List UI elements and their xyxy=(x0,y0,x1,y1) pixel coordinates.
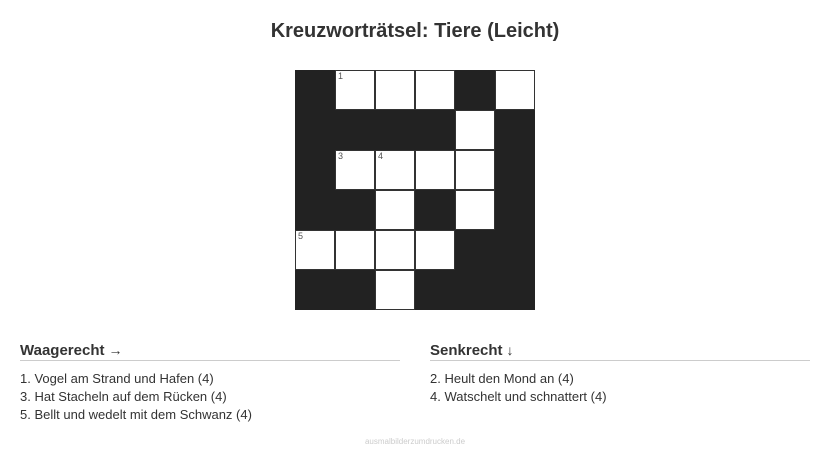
answer-cell[interactable] xyxy=(455,150,495,190)
block-cell xyxy=(295,150,335,190)
clue-down-2: 2. Heult den Mond an (4) xyxy=(430,371,574,386)
block-cell xyxy=(295,190,335,230)
block-cell xyxy=(335,270,375,310)
puzzle-title: Kreuzworträtsel: Tiere (Leicht) xyxy=(270,20,560,42)
down-heading-label: Senkrecht xyxy=(430,342,503,359)
answer-cell[interactable] xyxy=(335,230,375,270)
block-cell xyxy=(415,190,455,230)
clue-number: 5 xyxy=(298,231,304,241)
answer-cell[interactable] xyxy=(295,230,335,270)
answer-cell[interactable] xyxy=(495,70,535,110)
footer-credit: ausmalbilderzumdrucken.de xyxy=(364,437,466,446)
block-cell xyxy=(375,110,415,150)
arrow-down-icon: ↓ xyxy=(506,342,514,358)
clue-across-5: 5. Bellt und wedelt mit dem Schwanz (4) xyxy=(20,407,252,422)
block-cell xyxy=(495,230,535,270)
block-cell xyxy=(495,150,535,190)
block-cell xyxy=(415,270,455,310)
block-cell xyxy=(295,270,335,310)
answer-cell[interactable] xyxy=(415,230,455,270)
block-cell xyxy=(495,110,535,150)
answer-cell[interactable] xyxy=(375,230,415,270)
clue-across-3: 3. Hat Stacheln auf dem Rücken (4) xyxy=(20,389,227,404)
clue-down-4: 4. Watschelt und schnattert (4) xyxy=(430,389,607,404)
answer-cell[interactable] xyxy=(415,150,455,190)
clues-across xyxy=(20,342,400,424)
arrow-right-icon: → xyxy=(108,342,123,358)
block-cell xyxy=(335,190,375,230)
clue-number: 1 xyxy=(338,71,344,81)
clue-across-1: 1. Vogel am Strand und Hafen (4) xyxy=(20,371,214,386)
answer-cell[interactable] xyxy=(375,270,415,310)
answer-cell[interactable] xyxy=(375,150,415,190)
clue-number: 4 xyxy=(378,151,384,161)
block-cell xyxy=(415,110,455,150)
down-heading xyxy=(430,342,810,361)
block-cell xyxy=(495,190,535,230)
across-heading xyxy=(20,342,400,361)
block-cell xyxy=(295,110,335,150)
block-cell xyxy=(495,270,535,310)
answer-cell[interactable] xyxy=(335,70,375,110)
answer-cell[interactable] xyxy=(455,190,495,230)
across-heading-label: Waagerecht xyxy=(20,342,105,359)
clues-down xyxy=(430,342,810,406)
answer-cell[interactable] xyxy=(455,110,495,150)
answer-cell[interactable] xyxy=(375,190,415,230)
answer-cell[interactable] xyxy=(335,150,375,190)
answer-cell[interactable] xyxy=(375,70,415,110)
block-cell xyxy=(295,70,335,110)
block-cell xyxy=(455,230,495,270)
block-cell xyxy=(335,110,375,150)
block-cell xyxy=(455,270,495,310)
answer-cell[interactable] xyxy=(415,70,455,110)
block-cell xyxy=(455,70,495,110)
clue-number: 3 xyxy=(338,151,344,161)
crossword-grid xyxy=(295,70,535,310)
